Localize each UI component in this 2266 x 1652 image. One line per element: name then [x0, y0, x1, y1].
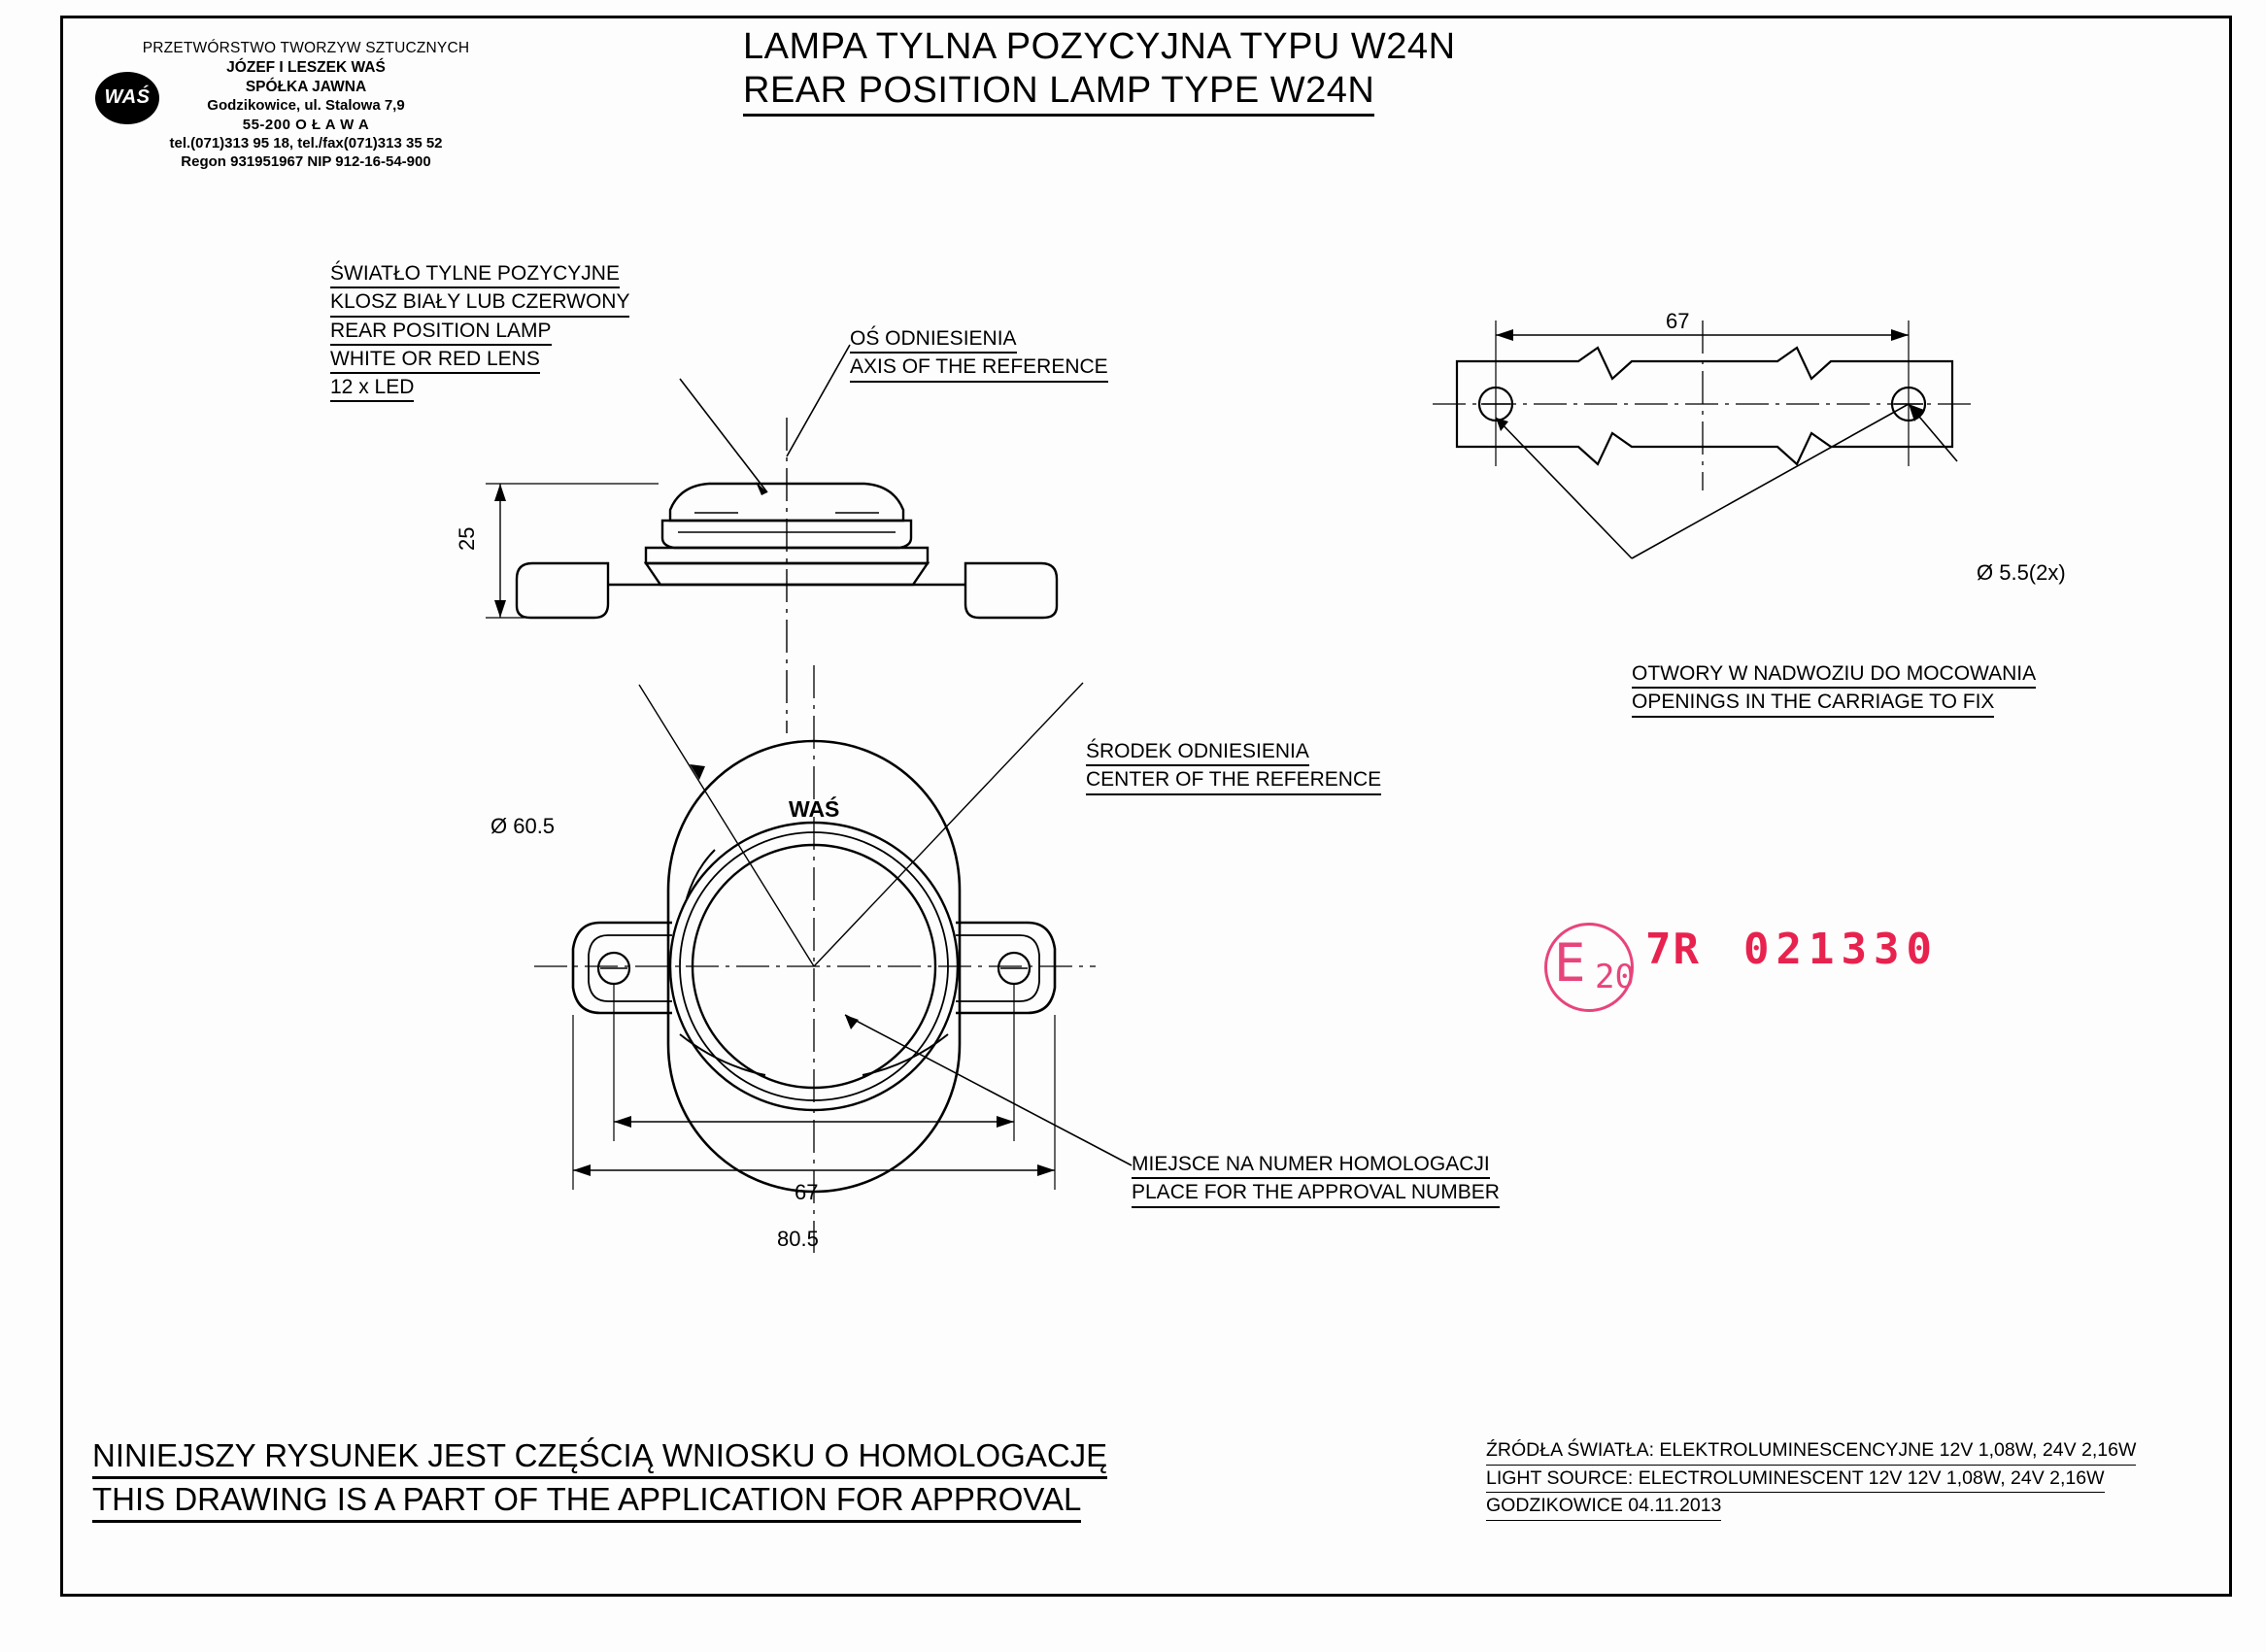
dim-lens-diameter: Ø 60.5	[490, 814, 556, 838]
company-line-1: PRZETWÓRSTWO TWORZYW SZTUCZNYCH	[142, 40, 470, 56]
footer-statement-en: THIS DRAWING IS A PART OF THE APPLICATION FOR APPROVAL	[92, 1479, 1081, 1523]
dim-hole-diameter: Ø 5.5(2x)	[1977, 560, 2066, 585]
approval-place-pl: MIEJSCE NA NUMER HOMOLOGACJI	[1132, 1151, 1490, 1179]
axis-annotation	[850, 325, 1108, 383]
lamp-desc-line-4: WHITE OR RED LENS	[330, 346, 540, 374]
was-logo-icon: WAŚ	[95, 72, 159, 124]
company-city: 55-200 O Ł A W A	[242, 116, 370, 133]
mounting-holes-drawing	[1413, 301, 2015, 709]
company-regon: Regon 931951967 NIP 912-16-54-900	[181, 153, 431, 171]
lamp-desc-line-5: 12 x LED	[330, 374, 414, 402]
footer-light-source	[1486, 1437, 2205, 1521]
company-header	[97, 39, 515, 171]
approval-place-en: PLACE FOR THE APPROVAL NUMBER	[1132, 1179, 1500, 1207]
stamp-e-letter: E	[1554, 932, 1586, 994]
dim-front-805: 80.5	[777, 1227, 819, 1251]
dim-front-67: 67	[795, 1180, 819, 1204]
light-source-pl: ŹRÓDŁA ŚWIATŁA: ELEKTROLUMINESCENCYJNE 12V 1,08W, 24V 2,16W	[1486, 1437, 2136, 1466]
lens-logo-text: WAŚ	[789, 796, 840, 822]
lamp-desc-line-1: ŚWIATŁO TYLNE POZYCYJNE	[330, 260, 620, 288]
dim-side-height: 25	[455, 526, 479, 551]
place-date: GODZIKOWICE 04.11.2013	[1486, 1493, 1721, 1521]
title-pl: LAMPA TYLNA POZYCYJNA TYPU W24N	[743, 26, 1456, 67]
center-label-pl: ŚRODEK ODNIESIENIA	[1086, 738, 1309, 766]
company-line-2: JÓZEF I LESZEK WAŚ	[226, 58, 386, 76]
stamp-code-number: 021330	[1743, 925, 1939, 974]
center-label-en: CENTER OF THE REFERENCE	[1086, 766, 1381, 794]
stamp-e-number: 20	[1595, 958, 1635, 996]
openings-label-en: OPENINGS IN THE CARRIAGE TO FIX	[1632, 689, 1994, 717]
openings-label-pl: OTWORY W NADWOZIU DO MOCOWANIA	[1632, 660, 2036, 689]
light-source-en: LIGHT SOURCE: ELECTROLUMINESCENT 12V 12V 1,08W, 24V 2,16W	[1486, 1466, 2105, 1494]
axis-label-pl: OŚ ODNIESIENIA	[850, 325, 1017, 354]
company-line-3: SPÓŁKA JAWNA	[245, 78, 367, 95]
side-view-drawing	[447, 466, 1146, 699]
lamp-desc-line-2: KLOSZ BIAŁY LUB CZERWONY	[330, 288, 629, 317]
dim-mount-spacing: 67	[1666, 309, 1690, 333]
title-block	[743, 25, 1724, 117]
axis-label-en: AXIS OF THE REFERENCE	[850, 354, 1108, 382]
front-view-drawing	[524, 724, 1263, 1267]
stamp-code-prefix: 7R	[1645, 925, 1701, 974]
company-address: Godzikowice, ul. Stalowa 7,9	[207, 97, 405, 115]
footer-statement-pl: NINIEJSZY RYSUNEK JEST CZĘŚCIĄ WNIOSKU O HOMOLOGACJĘ	[92, 1435, 1107, 1479]
company-phone: tel.(071)313 95 18, tel./fax(071)313 35 52	[169, 134, 443, 152]
footer-statement	[92, 1435, 1374, 1523]
title-en: REAR POSITION LAMP TYPE W24N	[743, 69, 1374, 117]
lamp-description	[330, 260, 629, 402]
lamp-desc-line-3: REAR POSITION LAMP	[330, 318, 552, 346]
